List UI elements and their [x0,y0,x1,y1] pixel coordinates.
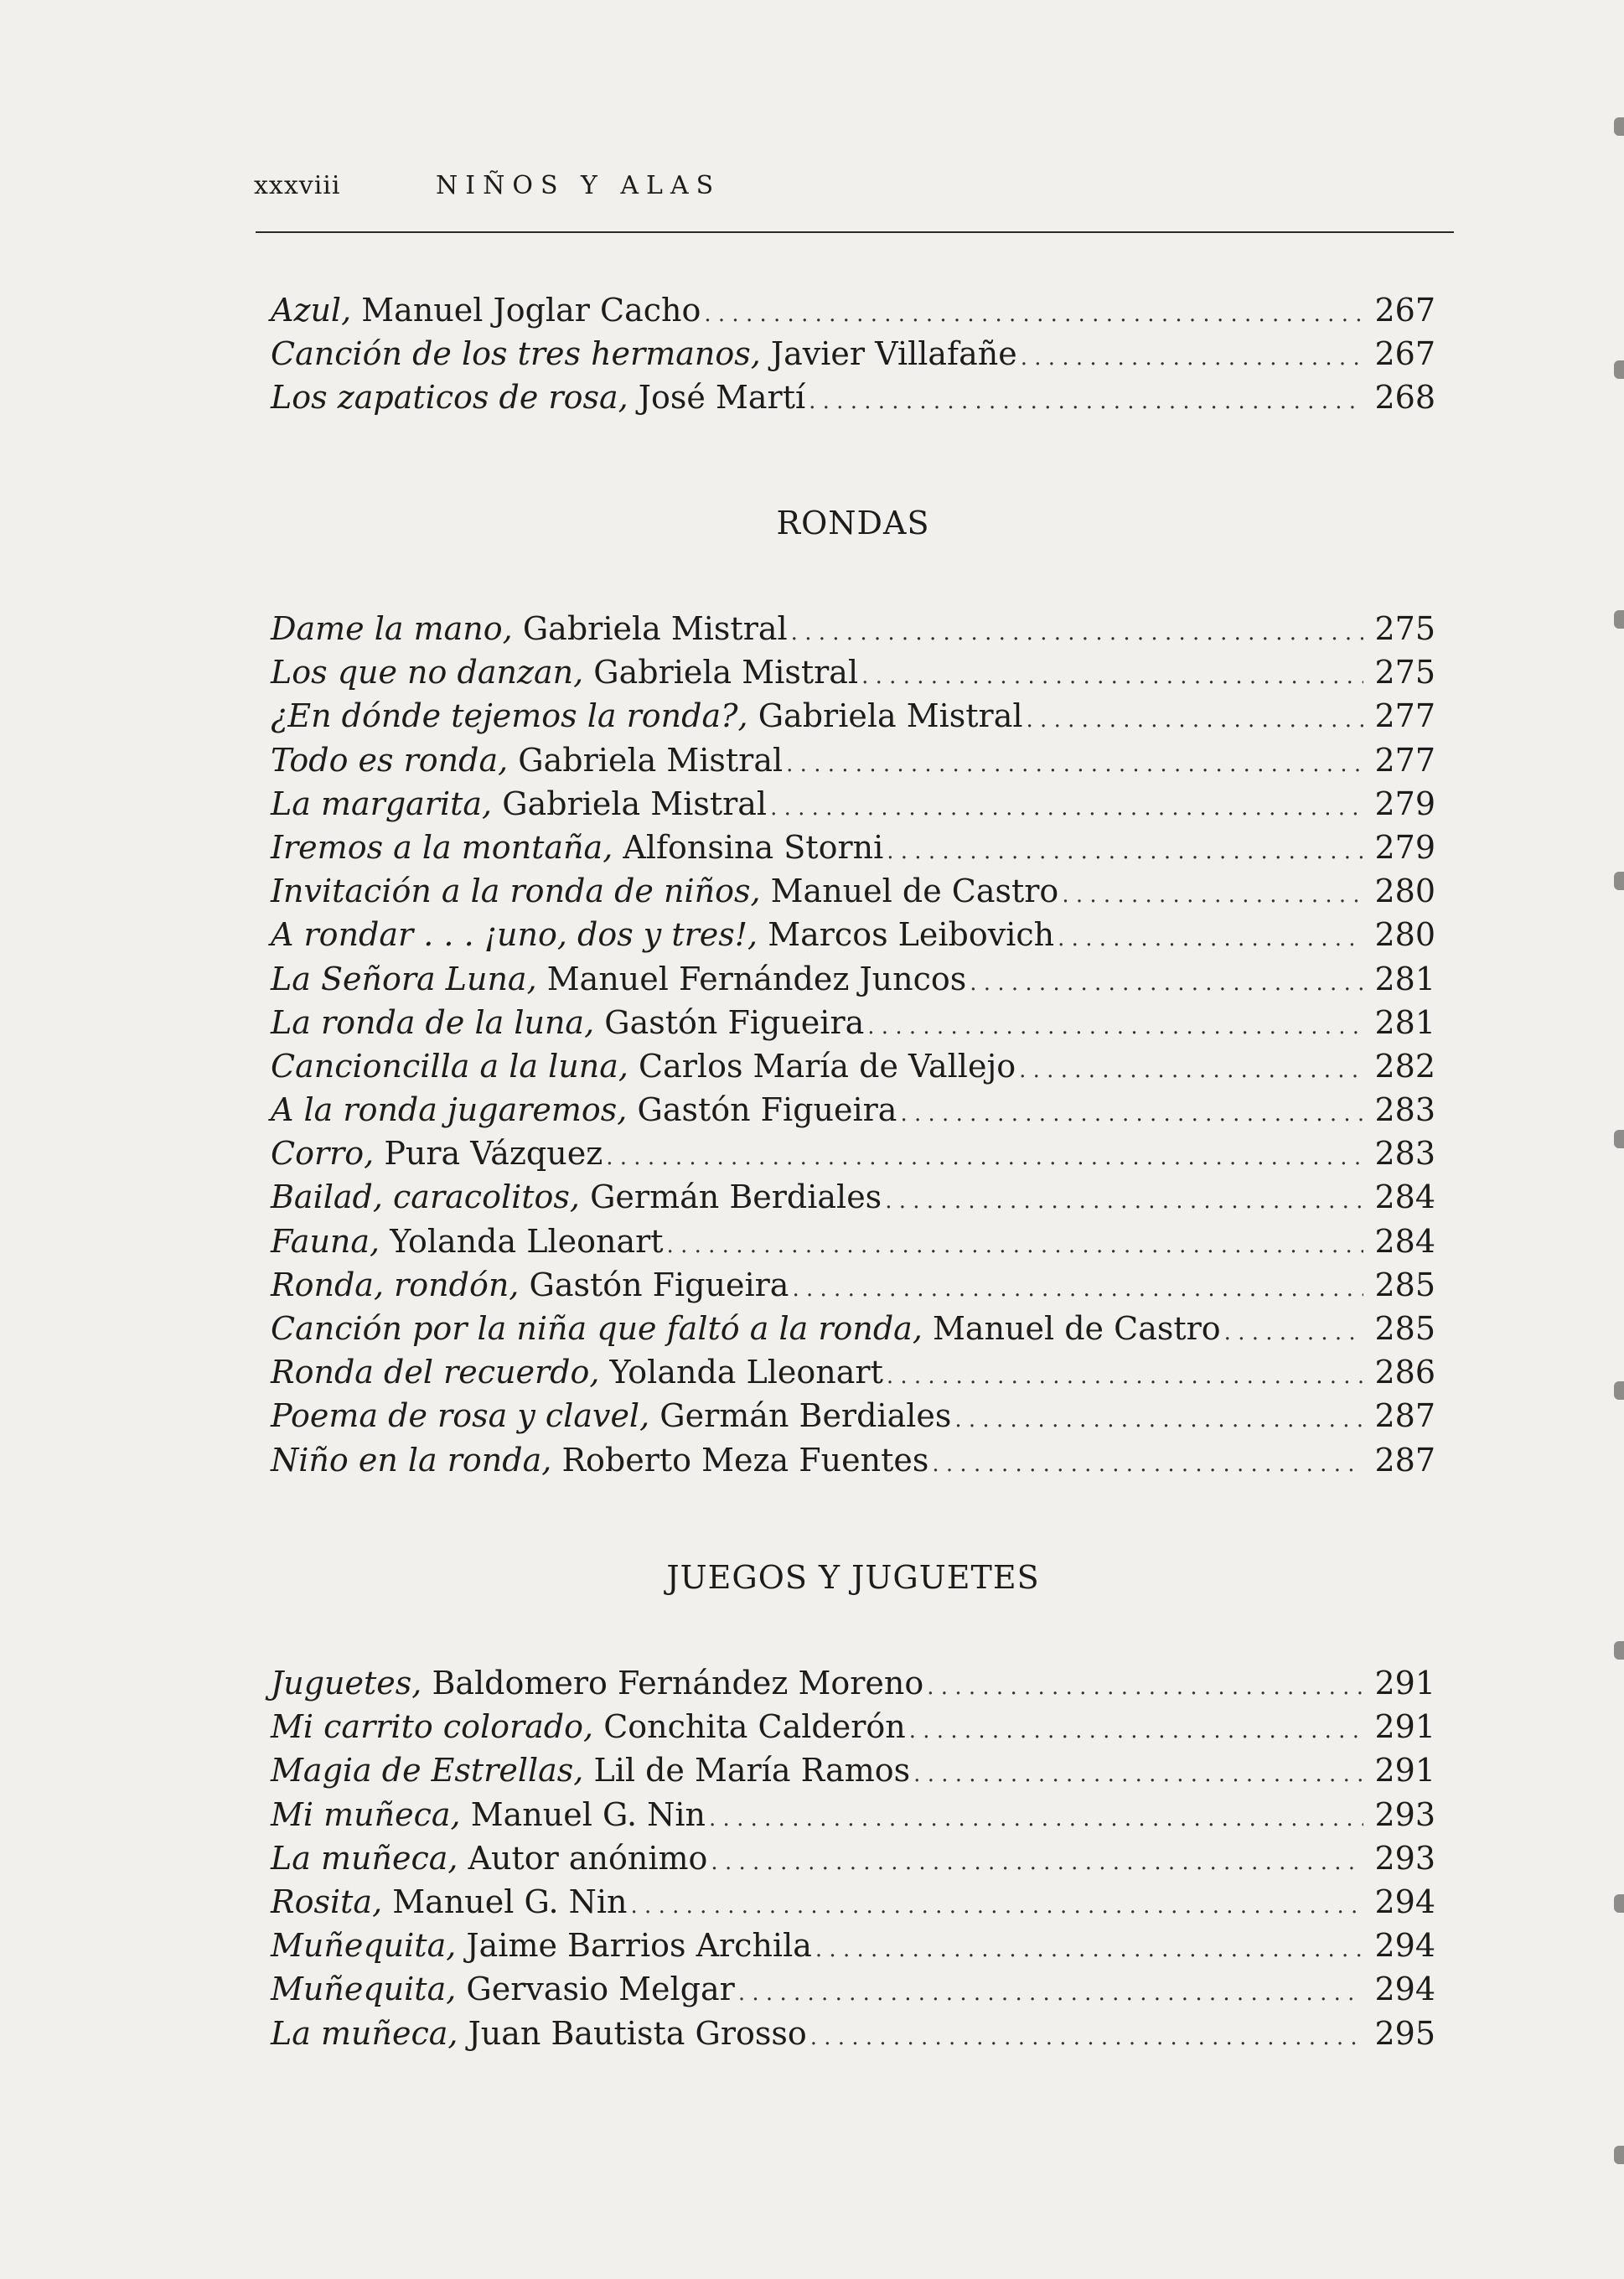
toc-entry [271,738,1435,782]
dot-leader [711,1841,1363,1884]
entry-author: Manuel G. Nin [470,1795,706,1833]
toc-entry [271,288,1435,332]
entry-page-number: 285 [1374,1266,1435,1303]
dot-leader [932,1443,1363,1486]
dot-leader [1019,1049,1363,1092]
entry-title: Corro, [271,1135,375,1173]
toc-entry [271,1220,1435,1263]
entry-title: Azul, [271,292,352,329]
dot-leader [954,1398,1363,1442]
entry-page-number: 279 [1374,828,1435,866]
entry-page-number: 293 [1374,1839,1435,1877]
toc-entries [271,1661,1435,2055]
running-head [254,168,1452,210]
dot-leader [815,1928,1363,1971]
margin-mark [1614,1894,1624,1913]
toc-entry [271,1924,1435,1967]
page-folio: xxxviii [254,171,341,200]
entry-author: Manuel Joglar Cacho [361,292,701,329]
entry-page-number: 287 [1374,1441,1435,1479]
toc-entry [271,957,1435,1001]
entry-author: Javier Villafañe [770,335,1017,373]
entry-title: Todo es ronda, [271,741,509,779]
entry-page-number: 281 [1374,960,1435,997]
entry-title: La margarita, [271,785,493,822]
toc-entry [271,1793,1435,1836]
entry-author: Manuel de Castro [933,1310,1221,1347]
entry-page-number: 284 [1374,1222,1435,1260]
entry-page-number: 286 [1374,1354,1435,1391]
entry-title: Bailad, caracolitos, [271,1178,580,1216]
entry-page-number: 279 [1374,785,1435,822]
toc-entry [271,1836,1435,1880]
entry-title: Muñequita, [271,1971,457,2008]
entry-author: Gabriela Mistral [593,654,859,691]
toc-entry [271,1044,1435,1088]
margin-mark [1614,610,1624,629]
entry-page-number: 267 [1374,292,1435,329]
entry-author: Autor anónimo [468,1839,708,1877]
toc-entries [271,288,1435,420]
entry-title: Rosita, [271,1883,383,1920]
toc-entry [271,1394,1435,1437]
entry-title: Muñequita, [271,1927,457,1965]
dot-leader [770,786,1363,830]
dot-leader [913,1753,1363,1796]
entry-title: Los zapaticos de rosa, [271,379,628,417]
dot-leader [887,1354,1363,1398]
toc-entry [271,1001,1435,1044]
entry-author: Manuel G. Nin [392,1883,628,1920]
dot-leader [909,1709,1363,1753]
entry-page-number: 294 [1374,1883,1435,1920]
entry-author: Gabriela Mistral [502,785,768,822]
toc-entry [271,1263,1435,1307]
margin-mark [1614,872,1624,890]
entry-title: Juguetes, [271,1665,422,1701]
entry-page-number: 294 [1374,1971,1435,2008]
dot-leader [867,1005,1363,1049]
entry-author: Gastón Figueira [529,1266,789,1303]
entry-title: Dame la mano, [271,610,513,647]
entry-title: Cancioncilla a la luna, [271,1047,628,1085]
entry-title: Mi carrito colorado, [271,1708,594,1746]
entry-title: A la ronda jugaremos, [271,1091,628,1129]
entry-title: La muñeca, [271,2014,458,2052]
toc-entry [271,694,1435,738]
entry-author: Manuel Fernández Juncos [546,960,967,997]
entry-author: Gabriela Mistral [758,697,1023,735]
entry-author: Gastón Figueira [637,1091,897,1129]
book-title: NIÑOS Y ALAS [436,171,721,200]
dot-leader [927,1665,1363,1709]
entry-page-number: 283 [1374,1091,1435,1129]
entry-page-number: 283 [1374,1135,1435,1173]
entry-author: Germán Berdiales [590,1178,882,1216]
dot-leader [900,1092,1363,1136]
entry-page-number: 287 [1374,1397,1435,1435]
entry-page-number: 291 [1374,1708,1435,1746]
entry-author: Marcos Leibovich [768,916,1055,954]
dot-leader [738,1971,1363,2015]
entry-author: Yolanda Lleonart [609,1354,883,1391]
toc-entry [271,1661,1435,1705]
entry-title: Invitación a la ronda de niños, [271,873,761,910]
entry-author: Carlos María de Vallejo [639,1047,1016,1085]
entry-author: Baldomero Fernández Moreno [432,1665,924,1701]
entry-title: A rondar . . . ¡uno, dos y tres!, [271,916,758,954]
dot-leader [1062,873,1363,917]
dot-leader [667,1224,1363,1267]
entry-page-number: 280 [1374,873,1435,910]
dot-leader [970,961,1363,1005]
entry-title: ¿En dónde tejemos la ronda?, [271,697,748,735]
entry-page-number: 295 [1374,2014,1435,2052]
entry-title: Ronda del recuerdo, [271,1354,600,1391]
entry-title: Canción por la niña que faltó a la ronda, [271,1310,923,1347]
entry-title: Los que no danzan, [271,654,584,691]
entry-title: Fauna, [271,1222,380,1260]
margin-mark [1614,1641,1624,1660]
entry-author: Pura Vázquez [384,1135,603,1173]
entry-page-number: 268 [1374,379,1435,417]
toc-entry [271,1748,1435,1792]
entry-author: Gervasio Melgar [466,1971,735,2008]
toc-entry [271,1880,1435,1924]
margin-mark [1614,2146,1624,2164]
entry-author: José Martí [638,379,806,417]
entry-author: Gastón Figueira [604,1003,865,1041]
entry-author: Roberto Meza Fuentes [561,1441,929,1479]
entry-author: Gabriela Mistral [522,610,788,647]
toc-entry [271,1175,1435,1219]
entry-page-number: 293 [1374,1795,1435,1833]
dot-leader [1058,917,1363,961]
margin-mark [1614,117,1624,136]
entry-page-number: 284 [1374,1178,1435,1216]
dot-leader [606,1136,1363,1179]
toc-entry [271,1088,1435,1132]
margin-mark [1614,1381,1624,1400]
dot-leader [810,2016,1363,2059]
entry-title: Ronda, rondón, [271,1266,520,1303]
entry-title: Canción de los tres hermanos, [271,335,761,373]
entry-title: La Señora Luna, [271,960,537,997]
section-heading: JUEGOS Y JUGUETES [666,1559,1040,1596]
header-rule [256,231,1454,233]
entry-title: Iremos a la montaña, [271,828,613,866]
toc-entry [271,782,1435,826]
dot-leader [1224,1311,1363,1354]
entry-page-number: 275 [1374,654,1435,691]
dot-leader [809,380,1363,423]
toc-entry [271,1350,1435,1394]
toc-entry [271,1307,1435,1350]
dot-leader [885,1179,1363,1223]
toc-entry [271,1705,1435,1748]
entry-page-number: 267 [1374,335,1435,373]
toc-entry [271,869,1435,913]
entry-page-number: 280 [1374,916,1435,954]
entry-author: Jaime Barrios Archila [466,1927,812,1965]
toc-entries [271,607,1435,1482]
section-heading: RONDAS [776,505,930,541]
entry-page-number: 282 [1374,1047,1435,1085]
toc-entry [271,607,1435,650]
entry-page-number: 285 [1374,1310,1435,1347]
entry-title: Magia de Estrellas, [271,1752,584,1790]
toc-entry [271,1132,1435,1175]
entry-author: Juan Bautista Grosso [468,2014,807,2052]
dot-leader [1021,336,1363,380]
toc-entry [271,1967,1435,2011]
dot-leader [887,830,1363,873]
entry-page-number: 291 [1374,1665,1435,1701]
dot-leader [792,1267,1363,1311]
toc-entry [271,826,1435,869]
margin-mark [1614,360,1624,379]
toc-entry [271,1438,1435,1482]
entry-title: Poema de rosa y clavel, [271,1397,650,1435]
entry-title: La muñeca, [271,1839,458,1877]
dot-leader [791,611,1363,655]
entry-author: Manuel de Castro [770,873,1059,910]
entry-title: Mi muñeca, [271,1795,461,1833]
toc-entry [271,650,1435,694]
entry-page-number: 291 [1374,1752,1435,1790]
margin-mark [1614,1130,1624,1148]
dot-leader [786,743,1363,786]
dot-leader [709,1797,1363,1841]
entry-title: La ronda de la luna, [271,1003,595,1041]
entry-author: Yolanda Lleonart [390,1222,664,1260]
entry-author: Lil de María Ramos [593,1752,911,1790]
toc-entry [271,376,1435,419]
dot-leader [1027,698,1363,742]
toc-entry [271,2012,1435,2055]
entry-author: Conchita Calderón [603,1708,906,1746]
entry-author: Gabriela Mistral [518,741,784,779]
dot-leader [704,293,1363,336]
entry-page-number: 294 [1374,1927,1435,1965]
toc-entry [271,332,1435,376]
entry-page-number: 277 [1374,741,1435,779]
dot-leader [861,655,1363,698]
entry-author: Germán Berdiales [659,1397,952,1435]
entry-page-number: 275 [1374,610,1435,647]
toc-entry [271,913,1435,956]
entry-title: Niño en la ronda, [271,1441,552,1479]
entry-page-number: 277 [1374,697,1435,735]
dot-leader [631,1884,1363,1928]
entry-page-number: 281 [1374,1003,1435,1041]
entry-author: Alfonsina Storni [623,828,884,866]
